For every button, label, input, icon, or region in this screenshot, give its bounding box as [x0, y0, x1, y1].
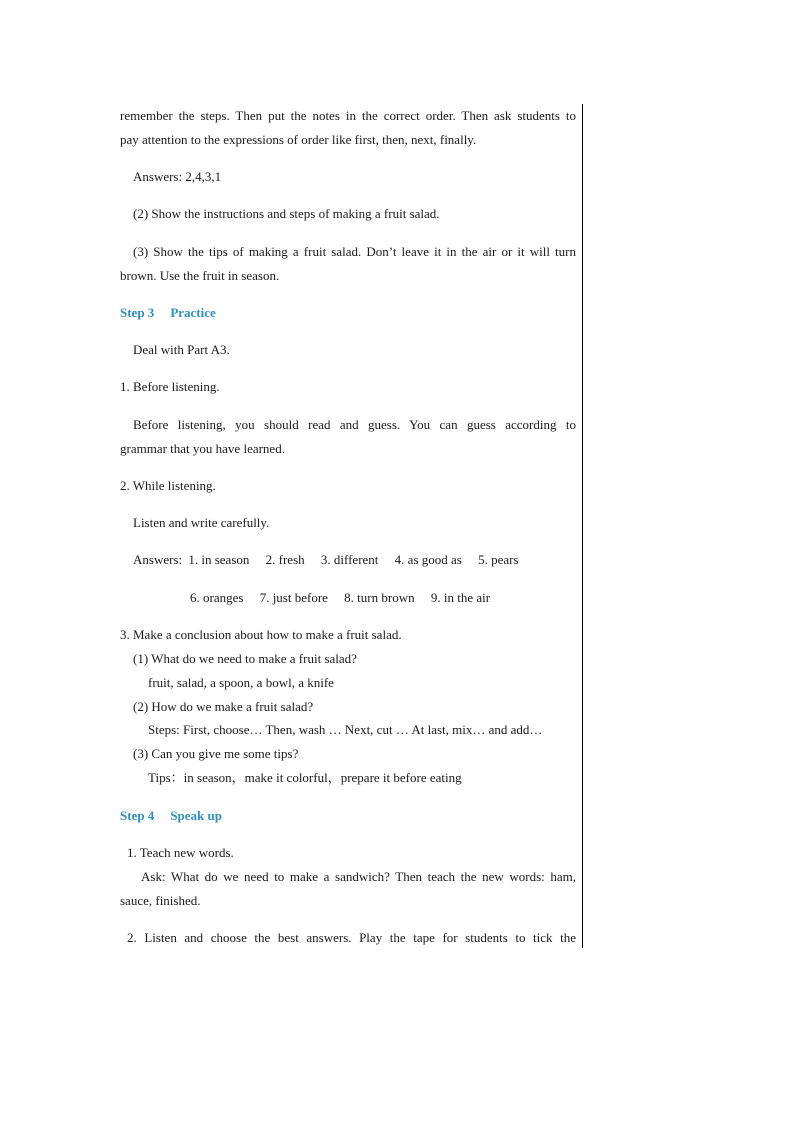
answer-line: Tips：in season，make it colorful，prepare it before eating	[148, 770, 462, 785]
answers-line: Answers: 2,4,3,1	[133, 169, 222, 184]
paragraph-line: (3) Show the tips of making a fruit salad. Don’t leave it in the air or it will turn	[133, 244, 576, 259]
list-item: 3. Make a conclusion about how to make a fruit salad.	[120, 627, 402, 642]
table-border-right	[582, 104, 583, 948]
answer-item: 8. turn brown	[344, 590, 415, 605]
answer-item: 3. different	[320, 552, 379, 567]
step-number: Step 4	[120, 808, 155, 823]
paragraph-line: remember the steps. Then put the notes in the correct order. Then ask students to	[120, 108, 576, 123]
paragraph-line: grammar that you have learned.	[120, 441, 285, 456]
answer-item: 4. as good as	[394, 552, 462, 567]
list-item: 2. While listening.	[120, 478, 216, 493]
paragraph-line: Before listening, you should read and guess. You can guess according to	[133, 417, 576, 432]
step-number: Step 3	[120, 305, 155, 320]
answer-line: Steps: First, choose… Then, wash … Next, cut … At last, mix… and add…	[148, 722, 543, 737]
answer-item: 6. oranges	[190, 590, 244, 605]
paragraph-line: (2) Show the instructions and steps of making a fruit salad.	[133, 206, 440, 221]
paragraph-line: brown. Use the fruit in season.	[120, 268, 280, 283]
paragraph-line: Deal with Part A3.	[133, 342, 230, 357]
answer-item: 1. in season	[188, 552, 250, 567]
answer-item: 9. in the air	[430, 590, 491, 605]
answer-item: 2. fresh	[265, 552, 305, 567]
paragraph-line: sauce, finished.	[120, 893, 201, 908]
step-title: Practice	[170, 305, 216, 320]
answers-row-1	[133, 552, 519, 568]
paragraph-line: pay attention to the expressions of order like first, then, next, finally.	[120, 132, 477, 147]
answers-row-2	[190, 590, 490, 606]
step-3-heading	[120, 305, 216, 321]
answers-label: Answers:	[133, 552, 183, 567]
answer-item: 5. pears	[478, 552, 519, 567]
step-4-heading	[120, 808, 222, 824]
question-line: (3) Can you give me some tips?	[133, 746, 299, 761]
paragraph-line: Listen and write carefully.	[133, 515, 270, 530]
list-item: 1. Teach new words.	[127, 845, 234, 860]
list-item: 1. Before listening.	[120, 379, 220, 394]
answer-line: fruit, salad, a spoon, a bowl, a knife	[148, 675, 334, 690]
answer-item: 7. just before	[259, 590, 328, 605]
question-line: (2) How do we make a fruit salad?	[133, 699, 314, 714]
step-title: Speak up	[170, 808, 222, 823]
paragraph-line: Ask: What do we need to make a sandwich? Then teach the new words: ham,	[141, 869, 576, 884]
list-item: 2. Listen and choose the best answers. Play the tape for students to tick the	[127, 930, 576, 945]
question-line: (1) What do we need to make a fruit salad?	[133, 651, 357, 666]
